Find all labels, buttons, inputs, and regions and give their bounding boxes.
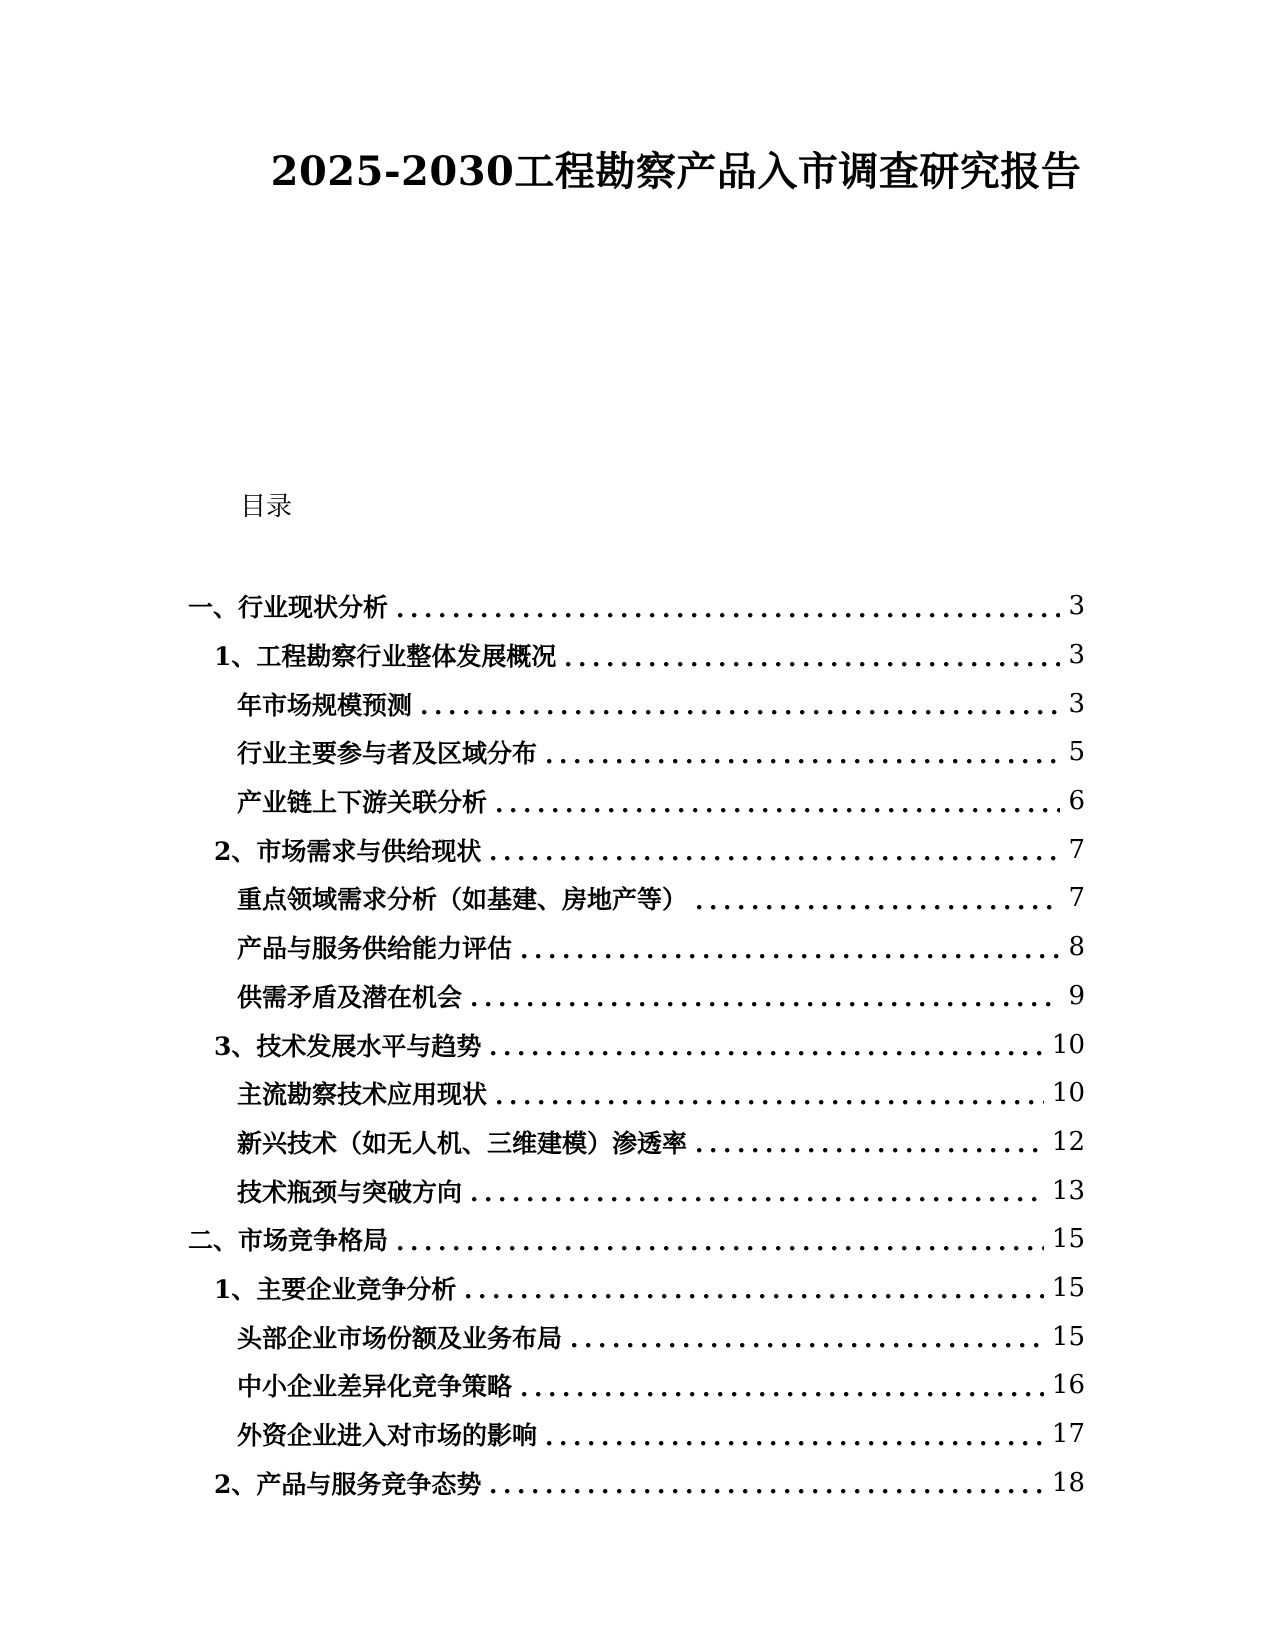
toc-leader-dots (472, 1002, 1060, 1007)
toc-entry-page: 15 (1051, 1321, 1085, 1352)
toc-entry[interactable] (214, 631, 1085, 680)
toc-entry-label: 3、技术发展水平与趋势 (214, 1031, 482, 1061)
toc-entry-label: 外资企业进入对市场的影响 (237, 1421, 538, 1451)
toc-entry-page: 18 (1051, 1467, 1085, 1498)
toc-entry-page: 7 (1068, 883, 1085, 914)
toc-entry-label: 1、工程勘察行业整体发展概况 (214, 642, 557, 672)
toc-entry[interactable] (237, 1410, 1085, 1459)
toc-entry-label: 2、产品与服务竞争态势 (214, 1469, 482, 1499)
toc-entry-page: 7 (1068, 834, 1085, 865)
toc-entry-label: 年市场规模预测 (237, 690, 413, 720)
toc-leader-dots (697, 1148, 1044, 1153)
toc-entry-page: 10 (1051, 1029, 1085, 1060)
toc-leader-dots (491, 1051, 1044, 1056)
toc-entry-label: 中小企业差异化竞争策略 (237, 1372, 513, 1402)
toc-entry-page: 10 (1051, 1078, 1085, 1109)
toc-entry-page: 15 (1051, 1272, 1085, 1303)
toc-entry-page: 8 (1068, 932, 1085, 963)
toc-leader-dots (572, 1343, 1044, 1348)
toc-leader-dots (398, 613, 1060, 618)
toc-entry-page: 3 (1068, 640, 1085, 671)
toc-entry[interactable] (214, 1264, 1085, 1313)
toc-entry[interactable] (237, 1118, 1085, 1167)
toc-leader-dots (547, 1441, 1044, 1446)
toc-entry[interactable] (237, 1069, 1085, 1118)
toc-entry[interactable] (214, 1458, 1085, 1507)
toc-leader-dots (472, 1197, 1044, 1202)
toc-entry-label: 行业主要参与者及区域分布 (237, 739, 538, 769)
toc-leader-dots (497, 1100, 1044, 1105)
toc-entry-label: 头部企业市场份额及业务布局 (237, 1323, 563, 1353)
toc-entry[interactable] (214, 1020, 1085, 1069)
document-title: 2025-2030工程勘察产品入市调查研究报告 (270, 148, 1082, 195)
toc-entry-page: 3 (1068, 688, 1085, 719)
toc-entry-page: 9 (1068, 980, 1085, 1011)
toc-entry[interactable] (237, 728, 1085, 777)
toc-entry-page: 17 (1051, 1419, 1085, 1450)
toc-entry-page: 6 (1068, 786, 1085, 817)
toc-entry[interactable] (237, 972, 1085, 1021)
toc-entry[interactable] (237, 923, 1085, 972)
toc-leader-dots (697, 905, 1060, 910)
toc-leader-dots (466, 1294, 1044, 1299)
toc-entry[interactable] (237, 777, 1085, 826)
toc-entry[interactable] (237, 679, 1085, 728)
toc-entry-label: 二、市场竞争格局 (188, 1226, 389, 1256)
toc-entry-label: 主流勘察技术应用现状 (237, 1080, 488, 1110)
toc-entry-label: 1、主要企业竞争分析 (214, 1274, 457, 1304)
toc-entry[interactable] (237, 1166, 1085, 1215)
toc-entry-page: 15 (1051, 1224, 1085, 1255)
toc-list (180, 582, 1085, 1507)
toc-entry-label: 一、行业现状分析 (188, 593, 389, 623)
toc-entry[interactable] (214, 825, 1085, 874)
toc-leader-dots (491, 1489, 1044, 1494)
toc-heading: 目录 (240, 492, 293, 522)
toc-entry-label: 产业链上下游关联分析 (237, 788, 488, 818)
toc-entry-label: 新兴技术（如无人机、三维建模）渗透率 (237, 1128, 688, 1158)
toc-entry[interactable] (237, 874, 1085, 923)
toc-entry[interactable] (188, 1215, 1085, 1264)
toc-leader-dots (491, 856, 1060, 861)
toc-leader-dots (566, 662, 1060, 667)
toc-entry-page: 12 (1051, 1126, 1085, 1157)
toc-entry-page: 16 (1051, 1370, 1085, 1401)
toc-entry[interactable] (237, 1312, 1085, 1361)
toc-leader-dots (398, 1246, 1044, 1251)
toc-entry-page: 13 (1051, 1175, 1085, 1206)
toc-entry-page: 3 (1068, 591, 1085, 622)
toc-leader-dots (522, 954, 1060, 959)
toc-leader-dots (522, 1392, 1044, 1397)
toc-leader-dots (422, 710, 1060, 715)
toc-leader-dots (547, 759, 1060, 764)
toc-entry-label: 供需矛盾及潜在机会 (237, 982, 463, 1012)
toc-entry-label: 2、市场需求与供给现状 (214, 836, 482, 866)
toc-entry[interactable] (237, 1361, 1085, 1410)
toc-entry-label: 技术瓶颈与突破方向 (237, 1177, 463, 1207)
toc-entry-label: 产品与服务供给能力评估 (237, 934, 513, 964)
toc-entry-page: 5 (1068, 737, 1085, 768)
toc-leader-dots (497, 808, 1060, 813)
toc-entry[interactable] (188, 582, 1085, 631)
toc-entry-label: 重点领域需求分析（如基建、房地产等） (237, 885, 688, 915)
